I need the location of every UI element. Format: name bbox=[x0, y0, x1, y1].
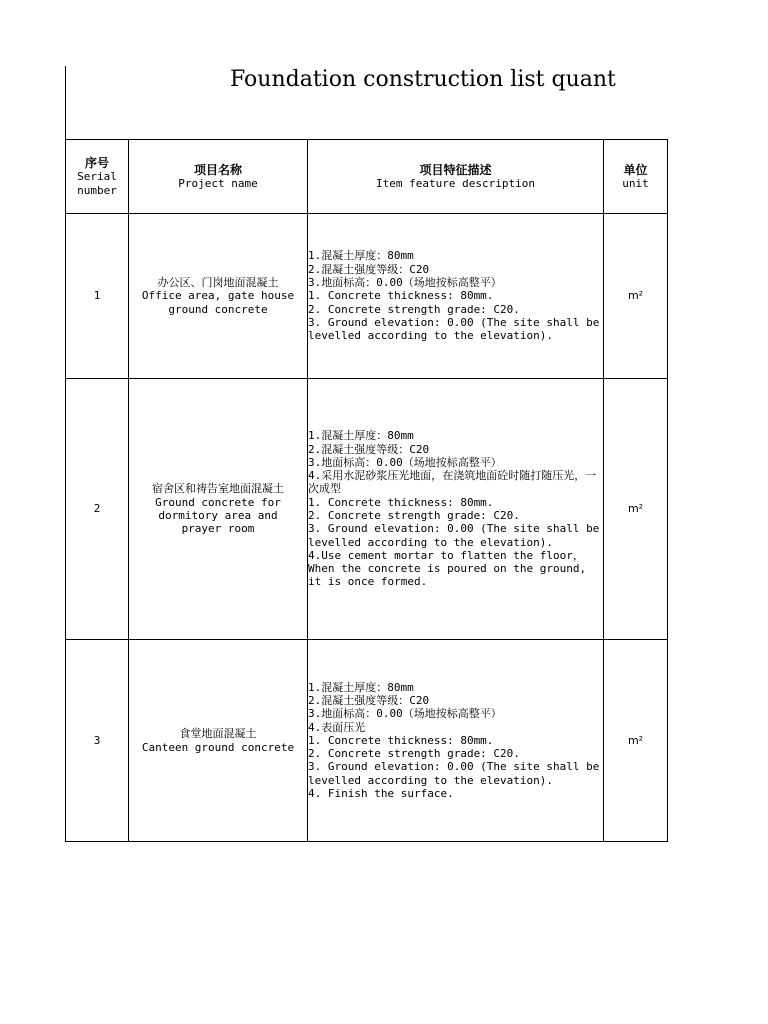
unit-value: m² bbox=[627, 289, 644, 303]
unit-cell bbox=[604, 379, 668, 640]
description-line: 2. Concrete strength grade: C20. bbox=[308, 509, 520, 522]
header-name-zh: 项目名称 bbox=[193, 162, 242, 177]
left-border-line bbox=[65, 66, 66, 140]
project-name-zh: 食堂地面混凝土 bbox=[179, 727, 257, 741]
serial-cell: 2 bbox=[66, 379, 129, 640]
project-name-en: dormitory area and bbox=[158, 509, 278, 522]
header-unit-cell bbox=[604, 140, 668, 214]
table-row bbox=[66, 379, 668, 640]
description-line: 4.采用水泥砂浆压光地面，在浇筑地面砼时随打随压光，一次成型 bbox=[308, 469, 597, 496]
description-line: 1.混凝土厚度：80mm bbox=[308, 249, 414, 263]
description-line: 2.混凝土强度等级：C20 bbox=[308, 442, 430, 456]
project-name-zh: 办公区、门岗地面混凝土 bbox=[157, 276, 279, 290]
header-unit-zh: 单位 bbox=[623, 162, 648, 177]
project-name-en: Office area, gate house bbox=[141, 289, 295, 303]
document-title: Foundation construction list quant bbox=[230, 67, 616, 92]
header-serial-zh: 序号 bbox=[84, 156, 109, 171]
table-row bbox=[66, 214, 668, 379]
unit-cell bbox=[604, 640, 668, 842]
header-name-en: Project name bbox=[178, 176, 258, 190]
description-line: 2. Concrete strength grade: C20. bbox=[308, 302, 520, 316]
quantity-table bbox=[65, 139, 668, 842]
description-line: 3. Ground elevation: 0.00 (The site shall be levelled according to the elevation). bbox=[308, 315, 607, 343]
project-name-en: prayer room bbox=[181, 522, 255, 536]
description-line: 3.地面标高：0.00（场地按标高整平） bbox=[308, 455, 502, 469]
description-line: 4.表面压光 bbox=[308, 720, 366, 734]
project-name-en: Ground concrete for bbox=[155, 495, 281, 509]
description-line: 2. Concrete strength grade: C20. bbox=[308, 747, 520, 761]
description-cell bbox=[308, 214, 607, 379]
header-name-cell bbox=[129, 140, 308, 214]
header-desc-zh: 项目特征描述 bbox=[419, 162, 492, 177]
description-line: 2.混凝土强度等级：C20 bbox=[308, 262, 430, 276]
project-name-en: Canteen ground concrete bbox=[141, 740, 295, 754]
project-name-zh: 宿舍区和祷告室地面混凝土 bbox=[152, 482, 284, 496]
description-line: 4. Finish the surface. bbox=[308, 787, 454, 801]
description-line: 3.地面标高：0.00（场地按标高整平） bbox=[308, 276, 502, 290]
description-line: 3.地面标高：0.00（场地按标高整平） bbox=[308, 707, 502, 721]
unit-value: m² bbox=[627, 502, 644, 516]
description-line: 4.Use cement mortar to flatten the floor，When the concrete is poured on the ground, it is once formed. bbox=[308, 548, 593, 589]
header-serial-cell bbox=[66, 140, 129, 214]
header-unit-en: unit bbox=[622, 176, 649, 190]
description-line: 1. Concrete thickness: 80mm. bbox=[308, 289, 494, 303]
description-cell bbox=[308, 379, 607, 640]
description-cell bbox=[308, 640, 607, 842]
table-row bbox=[66, 640, 668, 842]
description-line: 1. Concrete thickness: 80mm. bbox=[308, 495, 494, 509]
description-line: 1. Concrete thickness: 80mm. bbox=[308, 733, 494, 747]
project-name-cell bbox=[129, 379, 308, 640]
header-serial-en-2: number bbox=[77, 183, 117, 197]
header-desc-cell bbox=[308, 140, 604, 214]
serial-cell: 3 bbox=[66, 640, 129, 842]
description-line: 3. Ground elevation: 0.00 (The site shall be levelled according to the elevation). bbox=[308, 760, 607, 787]
header-serial-en-1: Serial bbox=[77, 170, 117, 184]
serial-cell: 1 bbox=[66, 214, 129, 379]
header-desc-en: Item feature description bbox=[376, 176, 535, 190]
description-line: 3. Ground elevation: 0.00 (The site shall be levelled according to the elevation). bbox=[308, 522, 607, 549]
project-name-en: ground concrete bbox=[168, 302, 268, 316]
table-header-row bbox=[66, 140, 668, 214]
project-name-cell bbox=[129, 640, 308, 842]
description-line: 1.混凝土厚度：80mm bbox=[308, 680, 414, 694]
unit-cell bbox=[604, 214, 668, 379]
unit-value: m² bbox=[627, 733, 644, 747]
description-line: 2.混凝土强度等级：C20 bbox=[308, 693, 430, 707]
description-line: 1.混凝土厚度：80mm bbox=[308, 429, 414, 443]
project-name-cell bbox=[129, 214, 308, 379]
